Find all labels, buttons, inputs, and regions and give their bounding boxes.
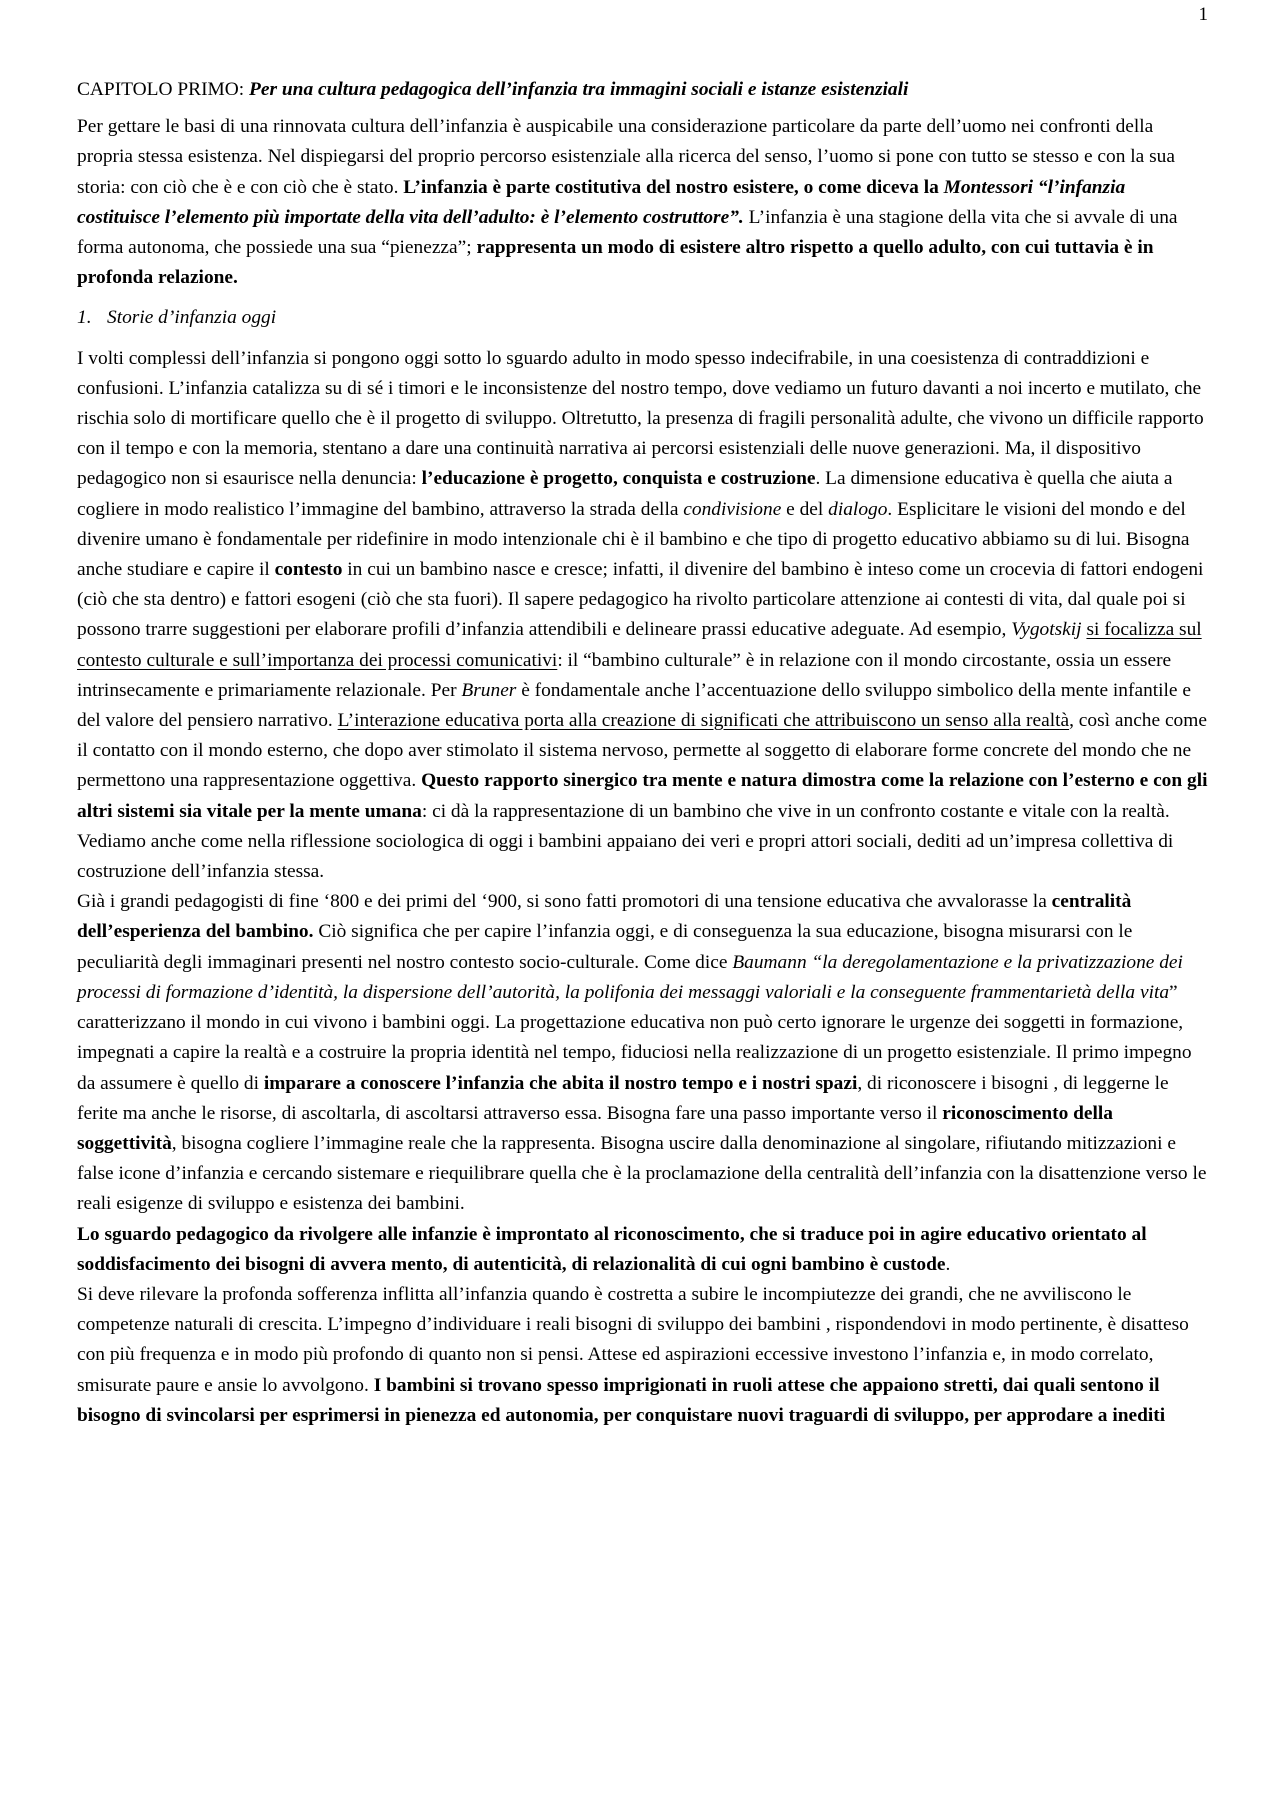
chapter-subtitle: Per una cultura pedagogica dell’infanzia tra immagini sociali e istanze esistenziali	[249, 79, 909, 100]
document-body	[77, 75, 1209, 1431]
italic-run: Baumann “la deregolamentazione e la privatizzazione dei processi di formazione d’identità, la dispersione dell’autorità, la polifonia dei messaggi valoriali e la conseguente frammentarietà della vita	[77, 951, 1183, 1003]
paragraph-pedagogists	[77, 887, 1209, 1219]
text-run: . La dimensione educativa è quella che aiuta a cogliere in modo realistico l’immagine del bambino, attraverso la strada della	[77, 468, 1173, 520]
paragraph-pedagogical-gaze	[77, 1220, 1209, 1280]
italic-run: condivisione	[683, 498, 782, 520]
bold-run: rappresenta un modo di esistere altro rispetto a quello adulto, con cui tuttavia è in profonda relazione.	[77, 237, 1154, 289]
text-run: , così anche come il contatto con il mondo esterno, che dopo aver stimolato il sistema nervoso, permette al soggetto di elaborare forme concrete del mondo che ne permettono una rappresentazione oggettiva.	[77, 710, 1207, 792]
text-run: , bisogna cogliere l’immagine reale che la rappresenta. Bisogna uscire dalla denominazione al singolare, rifiutando mitizzazioni e false icone d’infanzia e cercando sistemare e riequilibrare quella che è la proclamazione della centralità dell’infanzia con la disattenzione verso le reali esigenze di sviluppo e esistenza dei bambini.	[77, 1132, 1207, 1215]
text-run: Ciò significa che per capire l’infanzia oggi, e di conseguenza la sua educazione, bisogna misurarsi con le peculiarità degli immaginari presenti nel nostro contesto socio-culturale. Come dice	[77, 921, 1133, 973]
bold-run: Lo sguardo pedagogico da rivolgere alle infanzie è improntato al riconoscimento, che si traduce poi in agire educativo orientato al soddisfacimento dei bisogni di avvera mento, di autenticità, di relazionalità di cui ogni bambino è custode	[77, 1223, 1147, 1275]
paragraph-contexts	[77, 344, 1209, 888]
chapter-label: CAPITOLO PRIMO:	[77, 79, 245, 100]
text-run: Si deve rilevare la profonda sofferenza inflitta all’infanzia quando è costretta a subire le incompiutezze dei grandi, che ne avviliscono le competenze naturali di crescita. L’impegno d’individuare i reali bisogni di sviluppo dei bambini , rispondendovi in modo pertinente, è disatteso con più frequenza e in modo più profondo di quanto non si pensi. Attese ed aspirazioni eccessive investono l’infanzia e, in modo correlato, smisurate paure e ansie lo avvolgono.	[77, 1283, 1189, 1396]
bold-run: imparare a conoscere l’infanzia che abita il nostro tempo e i nostri spazi	[263, 1072, 858, 1094]
bold-run: riconoscimento della soggettività	[77, 1102, 1114, 1154]
bold-run: contesto	[274, 559, 343, 581]
text-run: .	[945, 1253, 951, 1275]
section-heading	[77, 303, 1209, 333]
underlined-run: si focalizza sul contesto culturale e sull’importanza dei processi comunicativi	[77, 619, 1202, 671]
text-run: è fondamentale anche l’accentuazione dello sviluppo simbolico della mente infantile e del valore del pensiero narrativo.	[77, 679, 1191, 732]
bold-run: L’infanzia è parte costitutiva del nostro esistere, o come diceva la	[403, 176, 944, 198]
intro-paragraph	[77, 112, 1209, 293]
text-run: I volti complessi dell’infanzia si pongono oggi sotto lo sguardo adulto in modo spesso indecifrabile, in una coesistenza di contraddizioni e confusioni. L’infanzia catalizza su di sé i timori e le inconsistenze del nostro tempo, dove vediamo un futuro davanti a noi incerto e mutilato, che rischia solo di mortificare quello che è il progetto di sviluppo. Oltretutto, la presenza di fragili personalità adulte, che vivono un difficile rapporto con il tempo e con la memoria, stentano a dare una continuità narrativa ai percorsi esistenziali delle nuove generazioni. Ma, il dispositivo pedagogico non si esaurisce nella denuncia:	[77, 347, 1204, 490]
page-number: 1	[1198, 4, 1208, 25]
bold-italic-run: Montessori “l’infanzia costituisce l’elemento più importate della vita dell’adulto: è l’elemento costruttore”.	[77, 176, 1126, 228]
bold-run: centralità dell’esperienza del bambino.	[77, 891, 1132, 943]
underlined-run: L’interazione educativa porta alla creazione di significati che attribuiscono un senso alla realtà	[337, 710, 1070, 732]
section-number: 1.	[77, 307, 92, 329]
text-run: , di riconoscere i bisogni , di leggerne le ferite ma anche le risorse, di ascoltarla, di ascoltarsi attraverso essa. Bisogna fare una passo importante verso il	[77, 1072, 1169, 1124]
italic-run: Vygotskij	[1011, 619, 1082, 641]
bold-run: l’educazione è progetto, conquista e costruzione	[421, 468, 816, 490]
text-run: ” caratterizzano il mondo in cui vivono i bambini oggi. La progettazione educativa non può certo ignorare le urgenze dei soggetti in formazione, impegnati a capire la realtà e a costruire la propria identità nel tempo, fiduciosi nella realizzazione di un progetto esistenziale. Il primo impegno da assumere è quello di	[77, 981, 1192, 1094]
chapter-title	[77, 75, 1209, 105]
text-run: L’infanzia è una stagione della vita che si avvale di una forma autonoma, che possiede una sua “pienezza”;	[77, 206, 1178, 259]
italic-run: Bruner	[461, 679, 517, 701]
text-run: . Esplicitare le visioni del mondo e del divenire umano è fondamentale per ridefinire in modo intenzionale chi è il bambino e che tipo di progetto educativo abbiamo su di lui. Bisogna anche studiare e capire il	[77, 498, 1190, 581]
bold-run: Questo rapporto sinergico tra mente e natura dimostra come la relazione con l’esterno e con gli altri sistemi sia vitale per la mente umana	[77, 770, 1208, 822]
bold-run: I bambini si trovano spesso imprigionati in ruoli attese che appaiono stretti, dai quali sentono il bisogno di svincolarsi per esprimersi in pienezza ed autonomia, per conquistare nuovi traguardi di sviluppo, per approdare a inediti	[77, 1374, 1166, 1426]
section-title: Storie d’infanzia oggi	[107, 307, 277, 329]
italic-run: dialogo	[828, 498, 888, 520]
text-run: : il “bambino culturale” è in relazione con il mondo circostante, ossia un essere intrinsecamente e primariamente relazionale. Per	[77, 649, 1172, 701]
text-run: Già i grandi pedagogisti di fine ‘800 e dei primi del ‘900, si sono fatti promotori di una tensione educativa che avvalorasse la	[77, 891, 1052, 913]
text-run: in cui un bambino nasce e cresce; infatti, il divenire del bambino è inteso come un crocevia di fattori endogeni (ciò che sta dentro) e fattori esogeni (ciò che sta fuori). Il sapere pedagogico ha rivolto particolare attenzione ai contesti di vita, dal quale poi si possono trarre suggestioni per elaborare profili d’infanzia attendibili e delineare prassi educative adeguate. Ad esempio,	[77, 559, 1204, 641]
text-run: Per gettare le basi di una rinnovata cultura dell’infanzia è auspicabile una considerazione particolare da parte dell’uomo nei confronti della propria stessa esistenza. Nel dispiegarsi del proprio percorso esistenziale alla ricerca del senso, l’uomo si pone con tutto se stesso e con la sua storia: con ciò che è e con ciò che è stato.	[77, 116, 1175, 198]
text-run: : ci dà la rappresentazione di un bambino che vive in un confronto costante e vitale con la realtà. Vediamo anche come nella riflessione sociologica di oggi i bambini appaiano dei veri e propri attori sociali, dediti ad un’impresa collettiva di costruzione dell’infanzia stessa.	[77, 800, 1174, 883]
paragraph-suffering	[77, 1280, 1209, 1431]
text-run: e del	[781, 498, 829, 520]
